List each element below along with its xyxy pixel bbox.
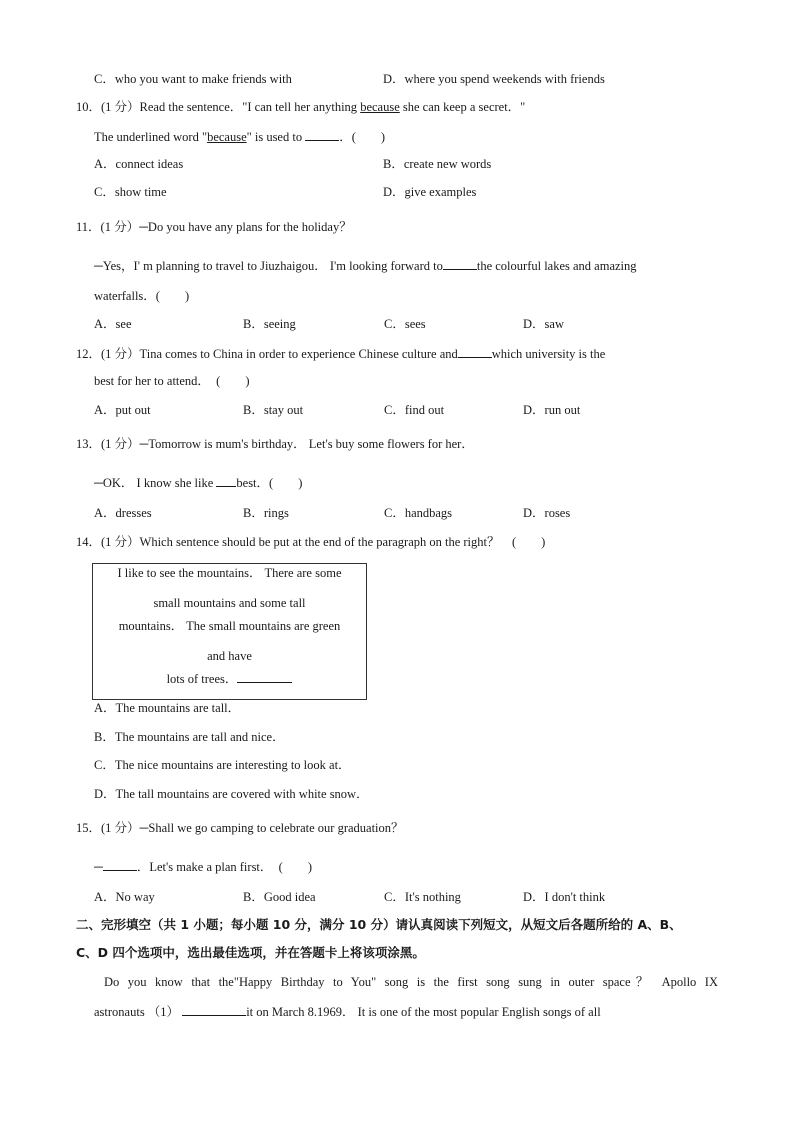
q13-option-d: D．roses	[523, 506, 571, 520]
q12-option-d: D．run out	[523, 403, 581, 417]
q11-line2-post: the colourful lakes and amazing	[476, 259, 637, 273]
q12-stem-post: which university is the	[491, 347, 606, 361]
q12-option-b: B．stay out	[243, 403, 304, 417]
section2-passage-line-2	[94, 1003, 601, 1020]
q10-answer-blank	[305, 128, 339, 141]
q10-stem-suffix: she can keep a secret．"	[399, 100, 526, 114]
q15-line2-pre: ─	[94, 860, 103, 874]
q10-option-d: D．give examples	[383, 185, 477, 199]
q12-stem	[76, 345, 605, 362]
q14-box-blank	[237, 670, 292, 683]
q14-option-c: C．The nice mountains are interesting to look at．	[94, 758, 351, 772]
q10-line2-pre: The underlined word "	[94, 130, 208, 144]
q15-stem: 15．(1 分）─Shall we go camping to celebrate our graduation？	[76, 821, 404, 835]
q14-option-a: A．The mountains are tall．	[94, 701, 241, 715]
q11-option-b: B．seeing	[243, 317, 296, 331]
q10-option-b: B．create new words	[383, 157, 492, 171]
q14-paragraph-box	[92, 563, 367, 700]
q13-line2	[94, 474, 302, 491]
section2-heading-line-2: C、D 四个选项中，选出最佳选项，并在答题卡上将该项涂黑。	[76, 945, 425, 960]
q14-option-b: B．The mountains are tall and nice．	[94, 730, 285, 744]
q12-line2: best for her to attend． ( )	[94, 374, 250, 388]
q10-stem-prefix: 10．(1 分）Read the sentence．"I can tell her anything	[76, 100, 361, 114]
q15-line2-post: ．Let's make a plan first． ( )	[136, 860, 312, 874]
q13-option-c: C．handbags	[384, 506, 453, 520]
q14-box-line-4: and have	[207, 649, 252, 663]
q13-line2-post: best．( )	[236, 476, 303, 490]
q14-stem: 14．(1 分）Which sentence should be put at the end of the paragraph on the right？ ( )	[76, 535, 546, 549]
q12-option-a: A．put out	[94, 403, 151, 417]
q15-option-b: B．Good idea	[243, 890, 316, 904]
q10-option-c: C．show time	[94, 185, 167, 199]
q15-line2	[94, 858, 312, 875]
q13-answer-blank	[216, 474, 236, 487]
q10-option-a: A．connect ideas	[94, 157, 184, 171]
q15-option-a: A．No way	[94, 890, 155, 904]
q11-answer-blank	[443, 257, 477, 270]
q11-option-d: D．saw	[523, 317, 564, 331]
q10-question-line	[94, 128, 385, 145]
q14-box-line-5-text: lots of trees．	[166, 672, 238, 686]
section2-passage-line-2-post: it on March 8.1969． It is one of the most popular English songs of all	[246, 1005, 601, 1019]
q9-option-c: C．who you want to make friends with	[94, 72, 292, 86]
section2-heading-line-1: 二、完形填空（共 1 小题；每小题 10 分，满分 10 分）请认真阅读下列短文，从短文后各题所给的 A、B、	[76, 917, 682, 932]
q15-answer-blank	[103, 858, 137, 871]
q12-stem-pre: 12．(1 分）Tina comes to China in order to experience Chinese culture and	[76, 347, 458, 361]
q11-line3: waterfalls．( )	[94, 289, 190, 303]
q14-option-d: D．The tall mountains are covered with white snow．	[94, 787, 369, 801]
q13-option-a: A．dresses	[94, 506, 152, 520]
q10-line2-post: " is used to	[246, 130, 303, 144]
q12-option-c: C．find out	[384, 403, 445, 417]
q15-option-c: C．It's nothing	[384, 890, 461, 904]
q14-box-line-1: I like to see the mountains． There are some	[117, 566, 342, 580]
section2-passage-line-2-pre: astronauts （1）	[94, 1005, 180, 1019]
q11-line2	[94, 257, 637, 274]
q13-stem: 13．(1 分）─Tomorrow is mum's birthday． Let's buy some flowers for her．	[76, 437, 474, 451]
q11-option-c: C．sees	[384, 317, 426, 331]
q11-option-a: A．see	[94, 317, 132, 331]
q11-line2-pre: ─Yes，I' m planning to travel to Jiuzhaigou． I'm looking forward to	[94, 259, 443, 273]
section2-passage-line-1: Do you know that the"Happy Birthday to You" song is the first song sung in outer space？ Apollo IX	[104, 975, 718, 989]
q12-answer-blank	[458, 345, 492, 358]
q9-option-d: D．where you spend weekends with friends	[383, 72, 605, 86]
q14-box-line-3: mountains． The small mountains are green	[118, 619, 341, 633]
q14-box-line-2: small mountains and some tall	[153, 596, 306, 610]
q13-option-b: B．rings	[243, 506, 289, 520]
q15-option-d: D．I don't think	[523, 890, 606, 904]
q13-line2-pre: ─OK． I know she like	[94, 476, 214, 490]
q10-underlined-word: because	[360, 100, 400, 114]
q10-stem	[76, 99, 525, 115]
q11-stem: 11．(1 分）─Do you have any plans for the holiday？	[76, 220, 352, 234]
q10-line2-end: ．( )	[339, 130, 386, 144]
q10-line2-underlined: because	[207, 130, 247, 144]
section2-answer-blank-1	[182, 1003, 246, 1016]
q14-box-line-5	[93, 670, 366, 687]
